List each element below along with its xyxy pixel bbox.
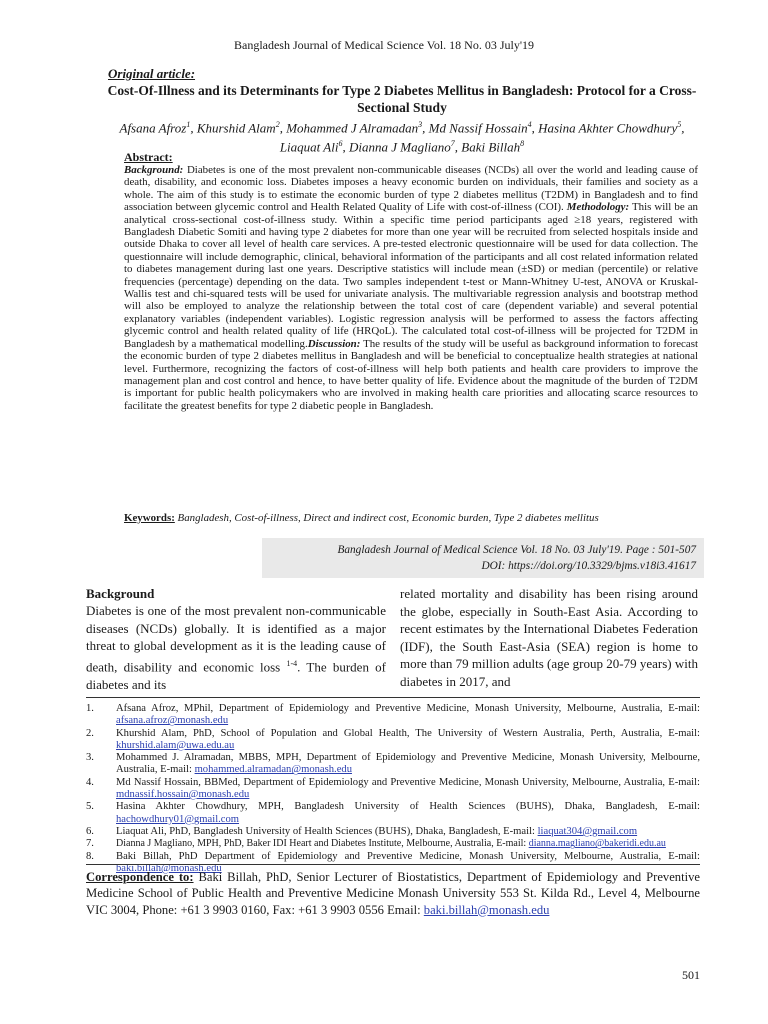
footnote-item (86, 728, 700, 753)
author-affiliation-sup: 1 (186, 120, 191, 129)
correspondence-divider (86, 864, 700, 865)
abstract-body (124, 164, 698, 412)
footnote-divider (86, 697, 700, 698)
article-type: Original article: (108, 66, 196, 81)
footnote-text: Baki Billah, PhD Department of Epidemiology and Preventive Medicine, Monash University, Melbourne, Australia, E-mail: baki.billah@monash.edu (116, 850, 700, 874)
section-heading-background: Background (86, 586, 155, 601)
author-affiliation-sup: 4 (527, 120, 532, 129)
email-link[interactable]: dianna.magliano@bakeridi.edu.au (528, 838, 666, 850)
email-link[interactable]: khurshid.alam@uwa.edu.au (116, 739, 235, 751)
reference-sup: 1-4 (286, 658, 298, 668)
footnote-item (86, 703, 700, 728)
citation-box (262, 538, 704, 578)
footnote-number: 3. (86, 752, 94, 764)
methodology-text: This will be an analytical cross-sectional cost-of-illness study. Within a specific time period participants aged ≥18 years, registered with Bangladesh Diabetic Somiti and having type 2 diabetes for more than one year will be recruited from selected hospitals inside and outside Dhaka to cover all level of health care services. A pre-tested electronic questionnaire will be used for data collection. The questionnaire will include demographic, clinical, behavioral information of the participants and all cost related information related to diabetes management during last one years. Descriptive statistics will include mean (±SD) or median (percentile) or relative frequencies (percentage) depending on the data. Two samples independent t-test or Mann-Whitney U-test, ANOVA or Kruskal-Wallis test and chi-squared tests will be used for univariate analysis. The multivariable regression analysis and bootstrap method will also be employed to analyze the relationship between the total cost of care (dependent variable) and several potential explanatory variables (independent variables). Logistic regression analysis will be performed to assess the factors affecting glycemic control and health related quality of life (HRQoL). The calculated total cost-of-illness will be projected for T2DM in Bangladesh by a mathematical modelling. (124, 201, 698, 350)
footnote-item (86, 801, 700, 826)
email-link[interactable]: baki.billah@monash.edu (116, 862, 222, 874)
running-head: Bangladesh Journal of Medical Science Vol. 18 No. 03 July'19 (233, 38, 534, 52)
footnote-text: Hasina Akhter Chowdhury, MPH, Bangladesh University of Health Sciences (BUHS), Dhaka, Bangladesh, E-mail: hachowdhury01@gmail.com (116, 801, 700, 825)
footnote-number: 6. (86, 825, 94, 837)
footnote-item (86, 838, 700, 850)
correspondence-label: Correspondence to: (86, 870, 194, 884)
author-name: Afsana Afroz (119, 120, 187, 136)
author-affiliation-sup: 5 (677, 120, 682, 129)
email-link[interactable]: mdnassif.hossain@monash.edu (116, 789, 250, 801)
body-paragraph-left (86, 602, 386, 693)
methodology-label: Methodology: (566, 201, 630, 214)
email-link[interactable]: liaquat304@gmail.com (537, 825, 638, 837)
email-link[interactable]: mohammed.alramadan@monash.edu (194, 764, 352, 776)
background-text: Diabetes is one of the most prevalent non-communicable diseases (NCDs) all over the world and leading cause of death, disability, and economic loss. Diabetes imposes a heavy economic burden on individuals, their families and society as a whole. The aim of this study is to estimate the economic burden of type 2 diabetes mellitus (T2DM) in Bangladesh and to find association between glycemic control and Health Related Quality of Life with cost-of-illness (COI). (124, 164, 698, 214)
affiliation-footnotes (86, 703, 700, 875)
correspondence-email-link[interactable]: baki.billah@monash.edu (423, 902, 550, 917)
footnote-item (86, 752, 700, 777)
correspondence-text: Baki Billah, PhD, Senior Lecturer of Biostatistics, Department of Epidemiology and Preventive Medicine School of Public Health and Preventive Medicine Monash University 553 St. Kilda Rd., Level 4, Melbourne VIC 3004, Phone: +61 3 9903 0160, Fax: +61 3 9903 0556 Email: (86, 870, 700, 917)
keywords-value: Bangladesh, Cost-of-illness, Direct and indirect cost, Economic burden, Type 2 diabetes mellitus (174, 512, 599, 524)
footnote-text: Mohammed J. Alramadan, MBBS, MPH, Department of Epidemiology and Preventive Medicine, Monash University, Melbourne, Australia, E-mail: mohammed.alramadan@monash.edu (116, 752, 700, 776)
footnote-item (86, 777, 700, 802)
email-link[interactable]: afsana.afroz@monash.edu (116, 715, 229, 727)
abstract-heading: Abstract: (124, 150, 173, 164)
footnote-item (86, 826, 700, 838)
author-affiliation-sup: 7 (450, 139, 455, 149)
article-title: Cost-Of-Illness and its Determinants for Type 2 Diabetes Mellitus in Bangladesh: Protocol for a Cross-Sectional Study (107, 83, 697, 115)
citation-line: Bangladesh Journal of Medical Science Vol. 18 No. 03 July'19. Page : 501-507 (337, 544, 696, 556)
footnote-text: Md Nassif Hossain, BBMed, Department of Epidemiology and Preventive Medicine, Monash University, Melbourne, Australia, E-mail: mdnassif.hossain@monash.edu (116, 776, 700, 801)
footnote-number: 8. (86, 850, 94, 862)
discussion-text: The results of the study will be useful as background information to forecast the economic burden of type 2 diabetes mellitus in Bangladesh and will be beneficial to conceptualize health strategies at national level. Furthermore, recognizing the factors of cost-of-illness will help both patients and health care providers to improve the management plan and cost control and hence, to have better quality of life. Evidence about the magnitude of the burden of T2DM is important for public health policymakers who are involved in making health care priorities and allocating scarce resources to facilitate the greatest benefits for type 2 diabetic people in Bangladesh. (124, 337, 698, 412)
footnote-number: 5. (86, 801, 94, 813)
page-number: 501 (682, 968, 700, 982)
footnote-text: Liaquat Ali, PhD, Bangladesh University of Health Sciences (BUHS), Dhaka, Bangladesh, E-mail: liaquat304@gmail.com (116, 825, 638, 837)
body-column-right (400, 585, 698, 691)
footnote-number: 1. (86, 703, 94, 714)
keywords (124, 512, 698, 524)
author-affiliation-sup: 2 (275, 120, 280, 129)
footnote-text: Afsana Afroz, MPhil, Department of Epidemiology and Preventive Medicine, Monash University, Melbourne, Australia, E-mail: afsana.afroz@monash.edu (116, 703, 700, 727)
footnote-number: 4. (86, 776, 94, 788)
author-affiliation-sup: 8 (520, 139, 525, 149)
correspondence (86, 869, 700, 918)
body-column-left (86, 585, 386, 693)
author-affiliation-sup: 6 (338, 139, 343, 149)
author-name: Liaquat Ali (279, 139, 339, 155)
body-paragraph-right: related mortality and disability has been rising around the globe, especially in South-East Asia. According to recent estimates by the International Diabetes Federation (IDF), the South East-Asia (SEA) region is home to more than 79 million adults (age group 20-79 years) with diabetes in 2017, and (400, 586, 698, 689)
footnote-text: Khurshid Alam, PhD, School of Population and Global Health, The University of Western Australia, Perth, Australia, E-mail: khurshid.alam@uwa.edu.au (116, 727, 700, 751)
footnote-number: 2. (86, 727, 94, 739)
author-name: Mohammed J Alramadan (286, 120, 419, 136)
author-name: Baki Billah (461, 139, 521, 155)
body-text-segment: . The burden of diabetes and its (86, 659, 387, 692)
author-name: Hasina Akhter Chowdhury (538, 120, 678, 136)
author-name: Md Nassif Hossain (428, 120, 528, 136)
email-link[interactable]: hachowdhury01@gmail.com (116, 813, 240, 825)
discussion-label: Discussion: (307, 337, 361, 350)
author-name: Khurshid Alam (196, 120, 276, 136)
author-affiliation-sup: 3 (418, 120, 423, 129)
background-label: Background: (124, 164, 184, 176)
keywords-label: Keywords: (124, 512, 175, 524)
doi-line: DOI: https://doi.org/10.3329/bjms.v18i3.41617 (481, 559, 696, 572)
footnote-number: 7. (86, 838, 94, 850)
footnote-text: Dianna J Magliano, MPH, PhD, Baker IDI Heart and Diabetes Institute, Melbourne, Australia, E-mail: dianna.magliano@bakeridi.edu.au (116, 838, 666, 850)
author-name: Dianna J Magliano (348, 139, 451, 155)
author-list: Afsana Afroz$^1$, Khurshid Alam$^2$, Mohammed J Alramadan$^3$, Md Nassif Hossain$^4$, Hasina Akhter Chowdhury$^5$, Liaquat Ali$^6$, Dianna J Magliano$^7$, Baki Billah$^8$ (119, 120, 685, 155)
body-text-segment: Diabetes is one of the most prevalent non-communicable diseases (NCDs) globally. It is identified as a major threat to global development as it is the leading cause of death, disability and economic loss (86, 603, 386, 675)
